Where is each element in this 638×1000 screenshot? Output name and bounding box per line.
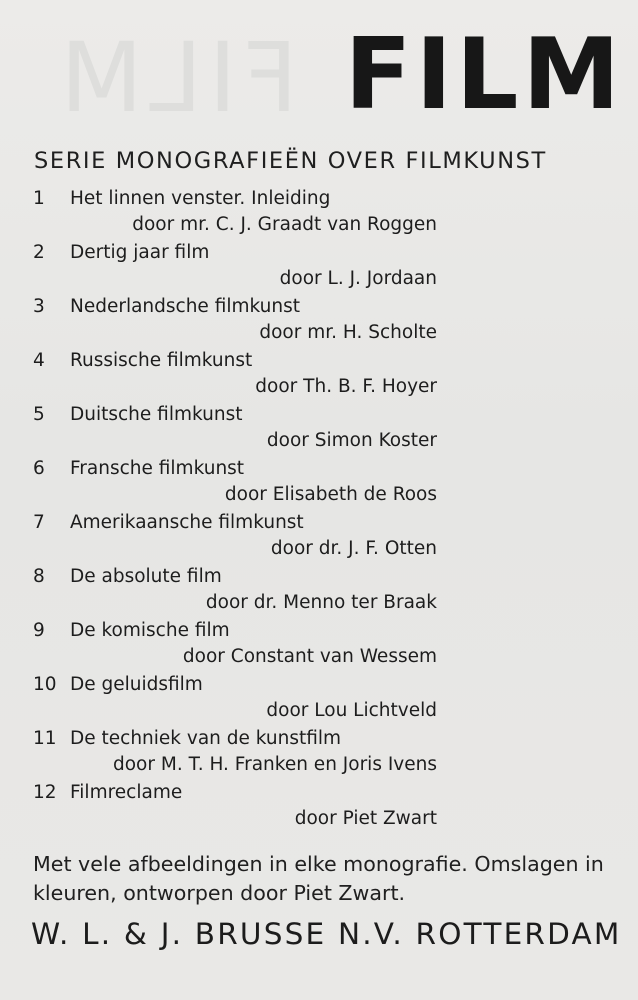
item-author: door Lou Lichtveld — [266, 700, 437, 721]
item-number: 12 — [33, 782, 57, 803]
list-item — [33, 456, 437, 510]
item-author: door Th. B. F. Hoyer — [255, 376, 437, 397]
series-subtitle: SERIE MONOGRAFIEËN OVER FILMKUNST — [34, 148, 547, 174]
item-author: door mr. H. Scholte — [259, 322, 437, 343]
monograph-list — [33, 186, 437, 834]
item-number: 9 — [33, 620, 45, 641]
item-author: door Simon Koster — [266, 430, 437, 451]
item-title: Duitsche filmkunst — [70, 404, 243, 425]
item-title: Filmreclame — [70, 782, 183, 803]
list-item — [33, 240, 437, 294]
item-title: De komische film — [70, 620, 230, 641]
item-number: 4 — [33, 350, 45, 371]
note-line: kleuren, ontworpen door Piet Zwart. — [33, 881, 406, 905]
item-author: door Constant van Wessem — [182, 646, 437, 667]
item-number: 11 — [33, 728, 57, 749]
item-number: 10 — [33, 674, 57, 695]
list-item — [33, 402, 437, 456]
item-title: Het linnen venster. Inleiding — [70, 188, 331, 209]
list-item — [33, 618, 437, 672]
item-number: 3 — [33, 296, 45, 317]
item-author: door dr. J. F. Otten — [270, 538, 437, 559]
item-title: Amerikaansche filmkunst — [70, 512, 304, 533]
item-author: door mr. C. J. Graadt van Roggen — [132, 214, 437, 235]
list-item — [33, 186, 437, 240]
list-item — [33, 564, 437, 618]
list-item — [33, 348, 437, 402]
item-number: 7 — [33, 512, 45, 533]
item-title: Nederlandsche filmkunst — [70, 296, 300, 317]
item-title: De absolute film — [70, 566, 222, 587]
item-title: De techniek van de kunstfilm — [70, 728, 342, 749]
page-title: FILM — [344, 18, 624, 132]
item-author: door L. J. Jordaan — [279, 268, 437, 289]
list-item — [33, 726, 437, 780]
list-item — [33, 780, 437, 834]
item-author: door Piet Zwart — [294, 808, 437, 829]
item-author: door M. T. H. Franken en Joris Ivens — [113, 754, 437, 775]
item-title: Dertig jaar film — [70, 242, 210, 263]
show-through-title: FILM — [54, 22, 298, 134]
list-item — [33, 672, 437, 726]
list-item — [33, 294, 437, 348]
illustrations-note — [33, 850, 625, 908]
list-item — [33, 510, 437, 564]
item-author: door dr. Menno ter Braak — [205, 592, 437, 613]
item-number: 8 — [33, 566, 45, 587]
publisher-imprint: W. L. & J. BRUSSE N.V. ROTTERDAM — [31, 917, 622, 951]
note-line: Met vele afbeeldingen in elke monografie. Omslagen in — [33, 852, 604, 876]
item-title: Fransche filmkunst — [70, 458, 245, 479]
item-number: 2 — [33, 242, 45, 263]
item-author: door Elisabeth de Roos — [224, 484, 437, 505]
item-number: 6 — [33, 458, 45, 479]
item-title: De geluidsfilm — [70, 674, 203, 695]
item-number: 1 — [33, 188, 45, 209]
item-number: 5 — [33, 404, 45, 425]
item-title: Russische filmkunst — [70, 350, 253, 371]
